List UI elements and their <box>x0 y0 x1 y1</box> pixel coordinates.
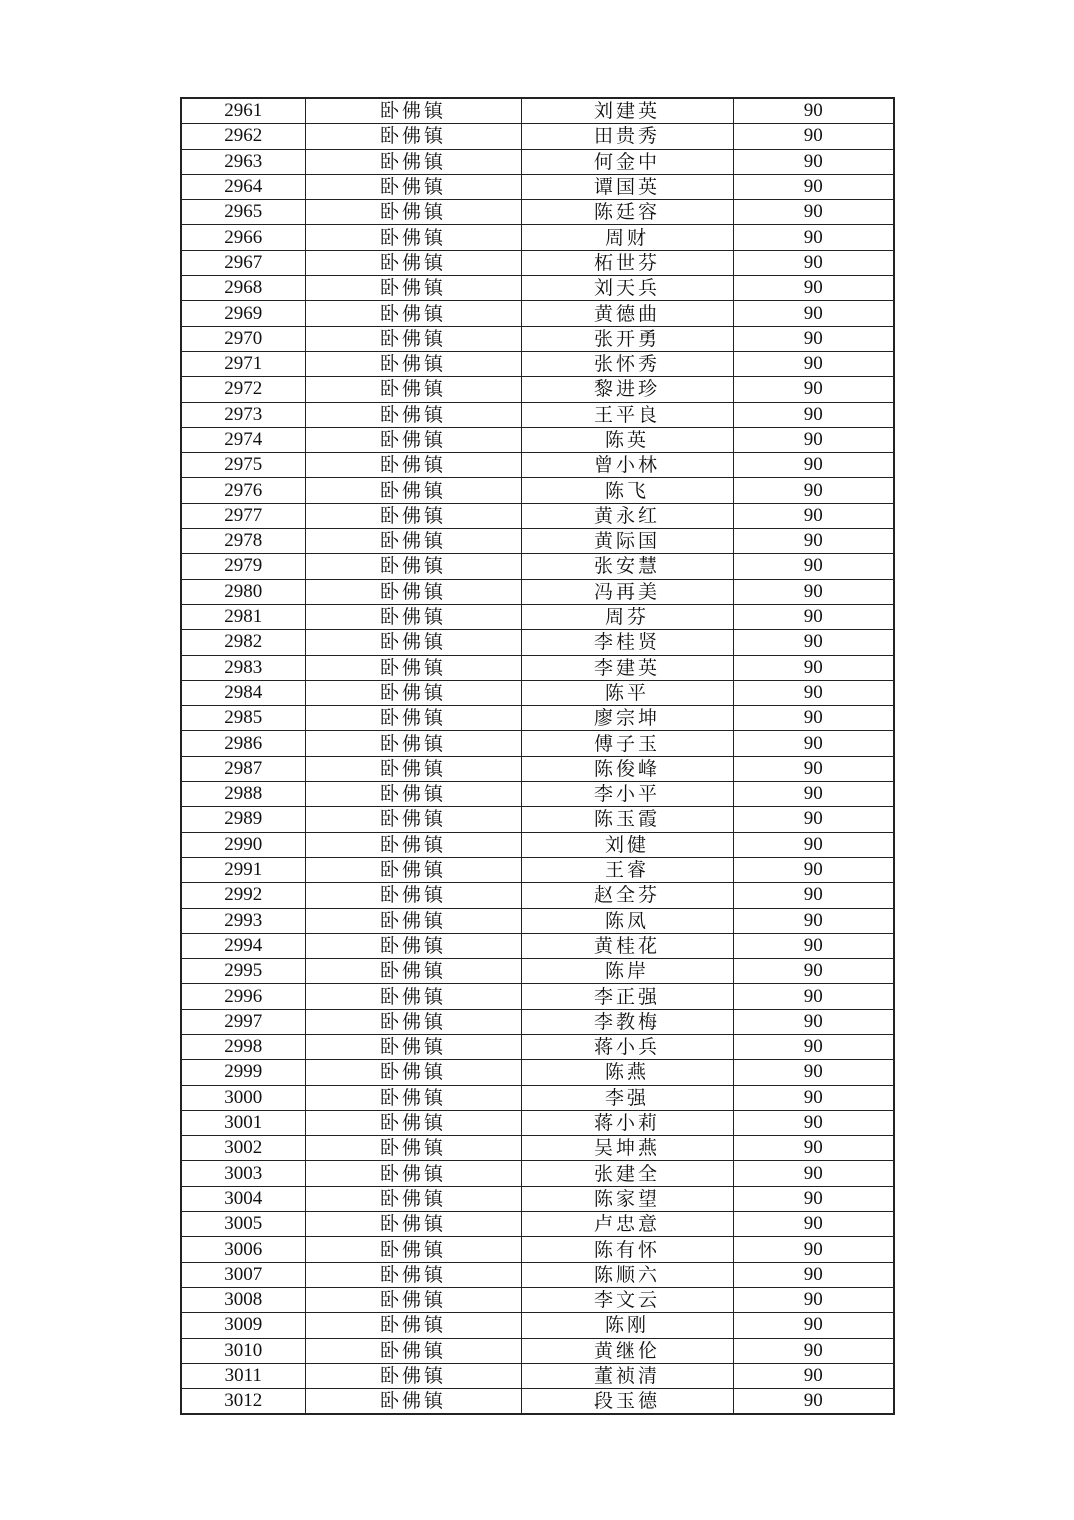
name-cell: 廖宗坤 <box>521 706 733 731</box>
serial-number-cell: 3001 <box>181 1110 305 1135</box>
town-cell: 卧佛镇 <box>305 984 521 1009</box>
name-cell: 蒋小兵 <box>521 1034 733 1059</box>
serial-number-cell: 2973 <box>181 402 305 427</box>
town-cell: 卧佛镇 <box>305 124 521 149</box>
name-cell: 张开勇 <box>521 326 733 351</box>
serial-number-cell: 2976 <box>181 478 305 503</box>
table-row <box>181 1363 894 1388</box>
table-row <box>181 1389 894 1415</box>
town-cell: 卧佛镇 <box>305 1034 521 1059</box>
name-cell: 田贵秀 <box>521 124 733 149</box>
table-row <box>181 1009 894 1034</box>
name-cell: 陈平 <box>521 680 733 705</box>
table-row <box>181 731 894 756</box>
roster-table-body <box>181 98 894 1414</box>
town-cell: 卧佛镇 <box>305 807 521 832</box>
name-cell: 李强 <box>521 1085 733 1110</box>
table-row <box>181 529 894 554</box>
town-cell: 卧佛镇 <box>305 377 521 402</box>
amount-cell: 90 <box>733 832 894 857</box>
serial-number-cell: 2978 <box>181 529 305 554</box>
table-row <box>181 149 894 174</box>
amount-cell: 90 <box>733 630 894 655</box>
amount-cell: 90 <box>733 933 894 958</box>
table-row <box>181 174 894 199</box>
name-cell: 蒋小莉 <box>521 1110 733 1135</box>
serial-number-cell: 2988 <box>181 782 305 807</box>
town-cell: 卧佛镇 <box>305 1136 521 1161</box>
serial-number-cell: 2990 <box>181 832 305 857</box>
town-cell: 卧佛镇 <box>305 503 521 528</box>
serial-number-cell: 2968 <box>181 276 305 301</box>
town-cell: 卧佛镇 <box>305 478 521 503</box>
serial-number-cell: 2987 <box>181 756 305 781</box>
name-cell: 黄继伦 <box>521 1338 733 1363</box>
amount-cell: 90 <box>733 1161 894 1186</box>
town-cell: 卧佛镇 <box>305 554 521 579</box>
amount-cell: 90 <box>733 1338 894 1363</box>
table-row <box>181 832 894 857</box>
name-cell: 周财 <box>521 225 733 250</box>
table-row <box>181 1186 894 1211</box>
name-cell: 赵全芬 <box>521 883 733 908</box>
name-cell: 陈英 <box>521 427 733 452</box>
serial-number-cell: 3003 <box>181 1161 305 1186</box>
amount-cell: 90 <box>733 1212 894 1237</box>
table-row <box>181 225 894 250</box>
name-cell: 李建英 <box>521 655 733 680</box>
roster-table <box>180 97 895 1415</box>
town-cell: 卧佛镇 <box>305 1363 521 1388</box>
town-cell: 卧佛镇 <box>305 883 521 908</box>
town-cell: 卧佛镇 <box>305 1186 521 1211</box>
name-cell: 陈燕 <box>521 1060 733 1085</box>
table-row <box>181 351 894 376</box>
town-cell: 卧佛镇 <box>305 453 521 478</box>
town-cell: 卧佛镇 <box>305 1313 521 1338</box>
table-row <box>181 478 894 503</box>
serial-number-cell: 2983 <box>181 655 305 680</box>
amount-cell: 90 <box>733 604 894 629</box>
name-cell: 曾小林 <box>521 453 733 478</box>
amount-cell: 90 <box>733 1186 894 1211</box>
serial-number-cell: 2998 <box>181 1034 305 1059</box>
serial-number-cell: 3008 <box>181 1287 305 1312</box>
serial-number-cell: 2995 <box>181 959 305 984</box>
serial-number-cell: 2993 <box>181 908 305 933</box>
serial-number-cell: 2974 <box>181 427 305 452</box>
serial-number-cell: 2989 <box>181 807 305 832</box>
amount-cell: 90 <box>733 706 894 731</box>
table-row <box>181 1212 894 1237</box>
name-cell: 李正强 <box>521 984 733 1009</box>
name-cell: 王睿 <box>521 857 733 882</box>
town-cell: 卧佛镇 <box>305 1338 521 1363</box>
serial-number-cell: 2969 <box>181 301 305 326</box>
name-cell: 张建全 <box>521 1161 733 1186</box>
amount-cell: 90 <box>733 1363 894 1388</box>
amount-cell: 90 <box>733 225 894 250</box>
table-row <box>181 655 894 680</box>
name-cell: 陈有怀 <box>521 1237 733 1262</box>
serial-number-cell: 2970 <box>181 326 305 351</box>
amount-cell: 90 <box>733 427 894 452</box>
amount-cell: 90 <box>733 756 894 781</box>
table-row <box>181 630 894 655</box>
amount-cell: 90 <box>733 579 894 604</box>
amount-cell: 90 <box>733 1110 894 1135</box>
serial-number-cell: 3012 <box>181 1389 305 1415</box>
serial-number-cell: 2992 <box>181 883 305 908</box>
town-cell: 卧佛镇 <box>305 655 521 680</box>
table-row <box>181 402 894 427</box>
amount-cell: 90 <box>733 984 894 1009</box>
name-cell: 傅子玉 <box>521 731 733 756</box>
table-row <box>181 680 894 705</box>
amount-cell: 90 <box>733 1237 894 1262</box>
amount-cell: 90 <box>733 807 894 832</box>
amount-cell: 90 <box>733 908 894 933</box>
amount-cell: 90 <box>733 453 894 478</box>
town-cell: 卧佛镇 <box>305 1262 521 1287</box>
amount-cell: 90 <box>733 1262 894 1287</box>
serial-number-cell: 2972 <box>181 377 305 402</box>
table-row <box>181 453 894 478</box>
serial-number-cell: 2991 <box>181 857 305 882</box>
table-row <box>181 1161 894 1186</box>
town-cell: 卧佛镇 <box>305 529 521 554</box>
name-cell: 刘建英 <box>521 98 733 124</box>
amount-cell: 90 <box>733 503 894 528</box>
town-cell: 卧佛镇 <box>305 200 521 225</box>
town-cell: 卧佛镇 <box>305 276 521 301</box>
amount-cell: 90 <box>733 124 894 149</box>
table-row <box>181 427 894 452</box>
table-row <box>181 756 894 781</box>
amount-cell: 90 <box>733 149 894 174</box>
table-row <box>181 1262 894 1287</box>
serial-number-cell: 2979 <box>181 554 305 579</box>
town-cell: 卧佛镇 <box>305 326 521 351</box>
amount-cell: 90 <box>733 351 894 376</box>
town-cell: 卧佛镇 <box>305 1237 521 1262</box>
amount-cell: 90 <box>733 883 894 908</box>
serial-number-cell: 2980 <box>181 579 305 604</box>
table-row <box>181 554 894 579</box>
table-row <box>181 377 894 402</box>
name-cell: 李教梅 <box>521 1009 733 1034</box>
town-cell: 卧佛镇 <box>305 301 521 326</box>
table-row <box>181 1085 894 1110</box>
amount-cell: 90 <box>733 478 894 503</box>
table-row <box>181 883 894 908</box>
name-cell: 黄桂花 <box>521 933 733 958</box>
name-cell: 陈刚 <box>521 1313 733 1338</box>
name-cell: 周芬 <box>521 604 733 629</box>
town-cell: 卧佛镇 <box>305 250 521 275</box>
serial-number-cell: 2996 <box>181 984 305 1009</box>
town-cell: 卧佛镇 <box>305 933 521 958</box>
serial-number-cell: 2977 <box>181 503 305 528</box>
table-row <box>181 1060 894 1085</box>
name-cell: 冯再美 <box>521 579 733 604</box>
name-cell: 陈廷容 <box>521 200 733 225</box>
name-cell: 陈家望 <box>521 1186 733 1211</box>
town-cell: 卧佛镇 <box>305 756 521 781</box>
amount-cell: 90 <box>733 200 894 225</box>
serial-number-cell: 2967 <box>181 250 305 275</box>
table-row <box>181 857 894 882</box>
amount-cell: 90 <box>733 174 894 199</box>
town-cell: 卧佛镇 <box>305 402 521 427</box>
town-cell: 卧佛镇 <box>305 731 521 756</box>
table-row <box>181 1287 894 1312</box>
name-cell: 吴坤燕 <box>521 1136 733 1161</box>
serial-number-cell: 3009 <box>181 1313 305 1338</box>
serial-number-cell: 2965 <box>181 200 305 225</box>
amount-cell: 90 <box>733 276 894 301</box>
name-cell: 李文云 <box>521 1287 733 1312</box>
table-row <box>181 1136 894 1161</box>
town-cell: 卧佛镇 <box>305 857 521 882</box>
serial-number-cell: 2961 <box>181 98 305 124</box>
name-cell: 黄德曲 <box>521 301 733 326</box>
table-row <box>181 1237 894 1262</box>
town-cell: 卧佛镇 <box>305 174 521 199</box>
town-cell: 卧佛镇 <box>305 1110 521 1135</box>
town-cell: 卧佛镇 <box>305 427 521 452</box>
amount-cell: 90 <box>733 1287 894 1312</box>
town-cell: 卧佛镇 <box>305 1085 521 1110</box>
serial-number-cell: 3007 <box>181 1262 305 1287</box>
town-cell: 卧佛镇 <box>305 959 521 984</box>
town-cell: 卧佛镇 <box>305 832 521 857</box>
town-cell: 卧佛镇 <box>305 1389 521 1415</box>
amount-cell: 90 <box>733 680 894 705</box>
table-row <box>181 807 894 832</box>
town-cell: 卧佛镇 <box>305 706 521 731</box>
amount-cell: 90 <box>733 857 894 882</box>
name-cell: 段玉德 <box>521 1389 733 1415</box>
name-cell: 李小平 <box>521 782 733 807</box>
serial-number-cell: 2981 <box>181 604 305 629</box>
amount-cell: 90 <box>733 959 894 984</box>
amount-cell: 90 <box>733 554 894 579</box>
table-row <box>181 959 894 984</box>
amount-cell: 90 <box>733 782 894 807</box>
amount-cell: 90 <box>733 250 894 275</box>
serial-number-cell: 2997 <box>181 1009 305 1034</box>
town-cell: 卧佛镇 <box>305 1161 521 1186</box>
serial-number-cell: 3010 <box>181 1338 305 1363</box>
town-cell: 卧佛镇 <box>305 604 521 629</box>
amount-cell: 90 <box>733 402 894 427</box>
table-row <box>181 124 894 149</box>
serial-number-cell: 2994 <box>181 933 305 958</box>
amount-cell: 90 <box>733 98 894 124</box>
name-cell: 董祯清 <box>521 1363 733 1388</box>
name-cell: 谭国英 <box>521 174 733 199</box>
name-cell: 刘健 <box>521 832 733 857</box>
amount-cell: 90 <box>733 1009 894 1034</box>
amount-cell: 90 <box>733 301 894 326</box>
serial-number-cell: 2963 <box>181 149 305 174</box>
name-cell: 柘世芬 <box>521 250 733 275</box>
serial-number-cell: 2962 <box>181 124 305 149</box>
table-row <box>181 706 894 731</box>
serial-number-cell: 3002 <box>181 1136 305 1161</box>
amount-cell: 90 <box>733 377 894 402</box>
town-cell: 卧佛镇 <box>305 782 521 807</box>
table-row <box>181 933 894 958</box>
table-row <box>181 276 894 301</box>
amount-cell: 90 <box>733 1060 894 1085</box>
name-cell: 黄际国 <box>521 529 733 554</box>
name-cell: 黎进珍 <box>521 377 733 402</box>
serial-number-cell: 2975 <box>181 453 305 478</box>
town-cell: 卧佛镇 <box>305 1287 521 1312</box>
table-row <box>181 1034 894 1059</box>
name-cell: 张安慧 <box>521 554 733 579</box>
table-row <box>181 250 894 275</box>
serial-number-cell: 2986 <box>181 731 305 756</box>
amount-cell: 90 <box>733 731 894 756</box>
table-row <box>181 604 894 629</box>
amount-cell: 90 <box>733 655 894 680</box>
amount-cell: 90 <box>733 326 894 351</box>
name-cell: 陈顺六 <box>521 1262 733 1287</box>
town-cell: 卧佛镇 <box>305 1009 521 1034</box>
table-row <box>181 1338 894 1363</box>
amount-cell: 90 <box>733 1085 894 1110</box>
table-row <box>181 503 894 528</box>
serial-number-cell: 3000 <box>181 1085 305 1110</box>
serial-number-cell: 2971 <box>181 351 305 376</box>
table-row <box>181 984 894 1009</box>
serial-number-cell: 2985 <box>181 706 305 731</box>
serial-number-cell: 3004 <box>181 1186 305 1211</box>
serial-number-cell: 3005 <box>181 1212 305 1237</box>
serial-number-cell: 2964 <box>181 174 305 199</box>
name-cell: 李桂贤 <box>521 630 733 655</box>
name-cell: 张怀秀 <box>521 351 733 376</box>
name-cell: 何金中 <box>521 149 733 174</box>
town-cell: 卧佛镇 <box>305 908 521 933</box>
town-cell: 卧佛镇 <box>305 579 521 604</box>
name-cell: 陈玉霞 <box>521 807 733 832</box>
table-row <box>181 908 894 933</box>
amount-cell: 90 <box>733 1313 894 1338</box>
town-cell: 卧佛镇 <box>305 630 521 655</box>
table-row <box>181 1110 894 1135</box>
name-cell: 刘天兵 <box>521 276 733 301</box>
town-cell: 卧佛镇 <box>305 680 521 705</box>
name-cell: 陈俊峰 <box>521 756 733 781</box>
name-cell: 王平良 <box>521 402 733 427</box>
town-cell: 卧佛镇 <box>305 98 521 124</box>
name-cell: 陈岸 <box>521 959 733 984</box>
town-cell: 卧佛镇 <box>305 351 521 376</box>
serial-number-cell: 3006 <box>181 1237 305 1262</box>
table-row <box>181 200 894 225</box>
table-row <box>181 326 894 351</box>
serial-number-cell: 3011 <box>181 1363 305 1388</box>
name-cell: 卢忠意 <box>521 1212 733 1237</box>
serial-number-cell: 2982 <box>181 630 305 655</box>
table-row <box>181 579 894 604</box>
town-cell: 卧佛镇 <box>305 149 521 174</box>
amount-cell: 90 <box>733 1389 894 1415</box>
name-cell: 陈凤 <box>521 908 733 933</box>
name-cell: 黄永红 <box>521 503 733 528</box>
amount-cell: 90 <box>733 529 894 554</box>
serial-number-cell: 2999 <box>181 1060 305 1085</box>
serial-number-cell: 2984 <box>181 680 305 705</box>
table-row <box>181 1313 894 1338</box>
serial-number-cell: 2966 <box>181 225 305 250</box>
town-cell: 卧佛镇 <box>305 1060 521 1085</box>
amount-cell: 90 <box>733 1034 894 1059</box>
table-row <box>181 98 894 124</box>
name-cell: 陈飞 <box>521 478 733 503</box>
town-cell: 卧佛镇 <box>305 1212 521 1237</box>
table-row <box>181 782 894 807</box>
town-cell: 卧佛镇 <box>305 225 521 250</box>
table-row <box>181 301 894 326</box>
amount-cell: 90 <box>733 1136 894 1161</box>
